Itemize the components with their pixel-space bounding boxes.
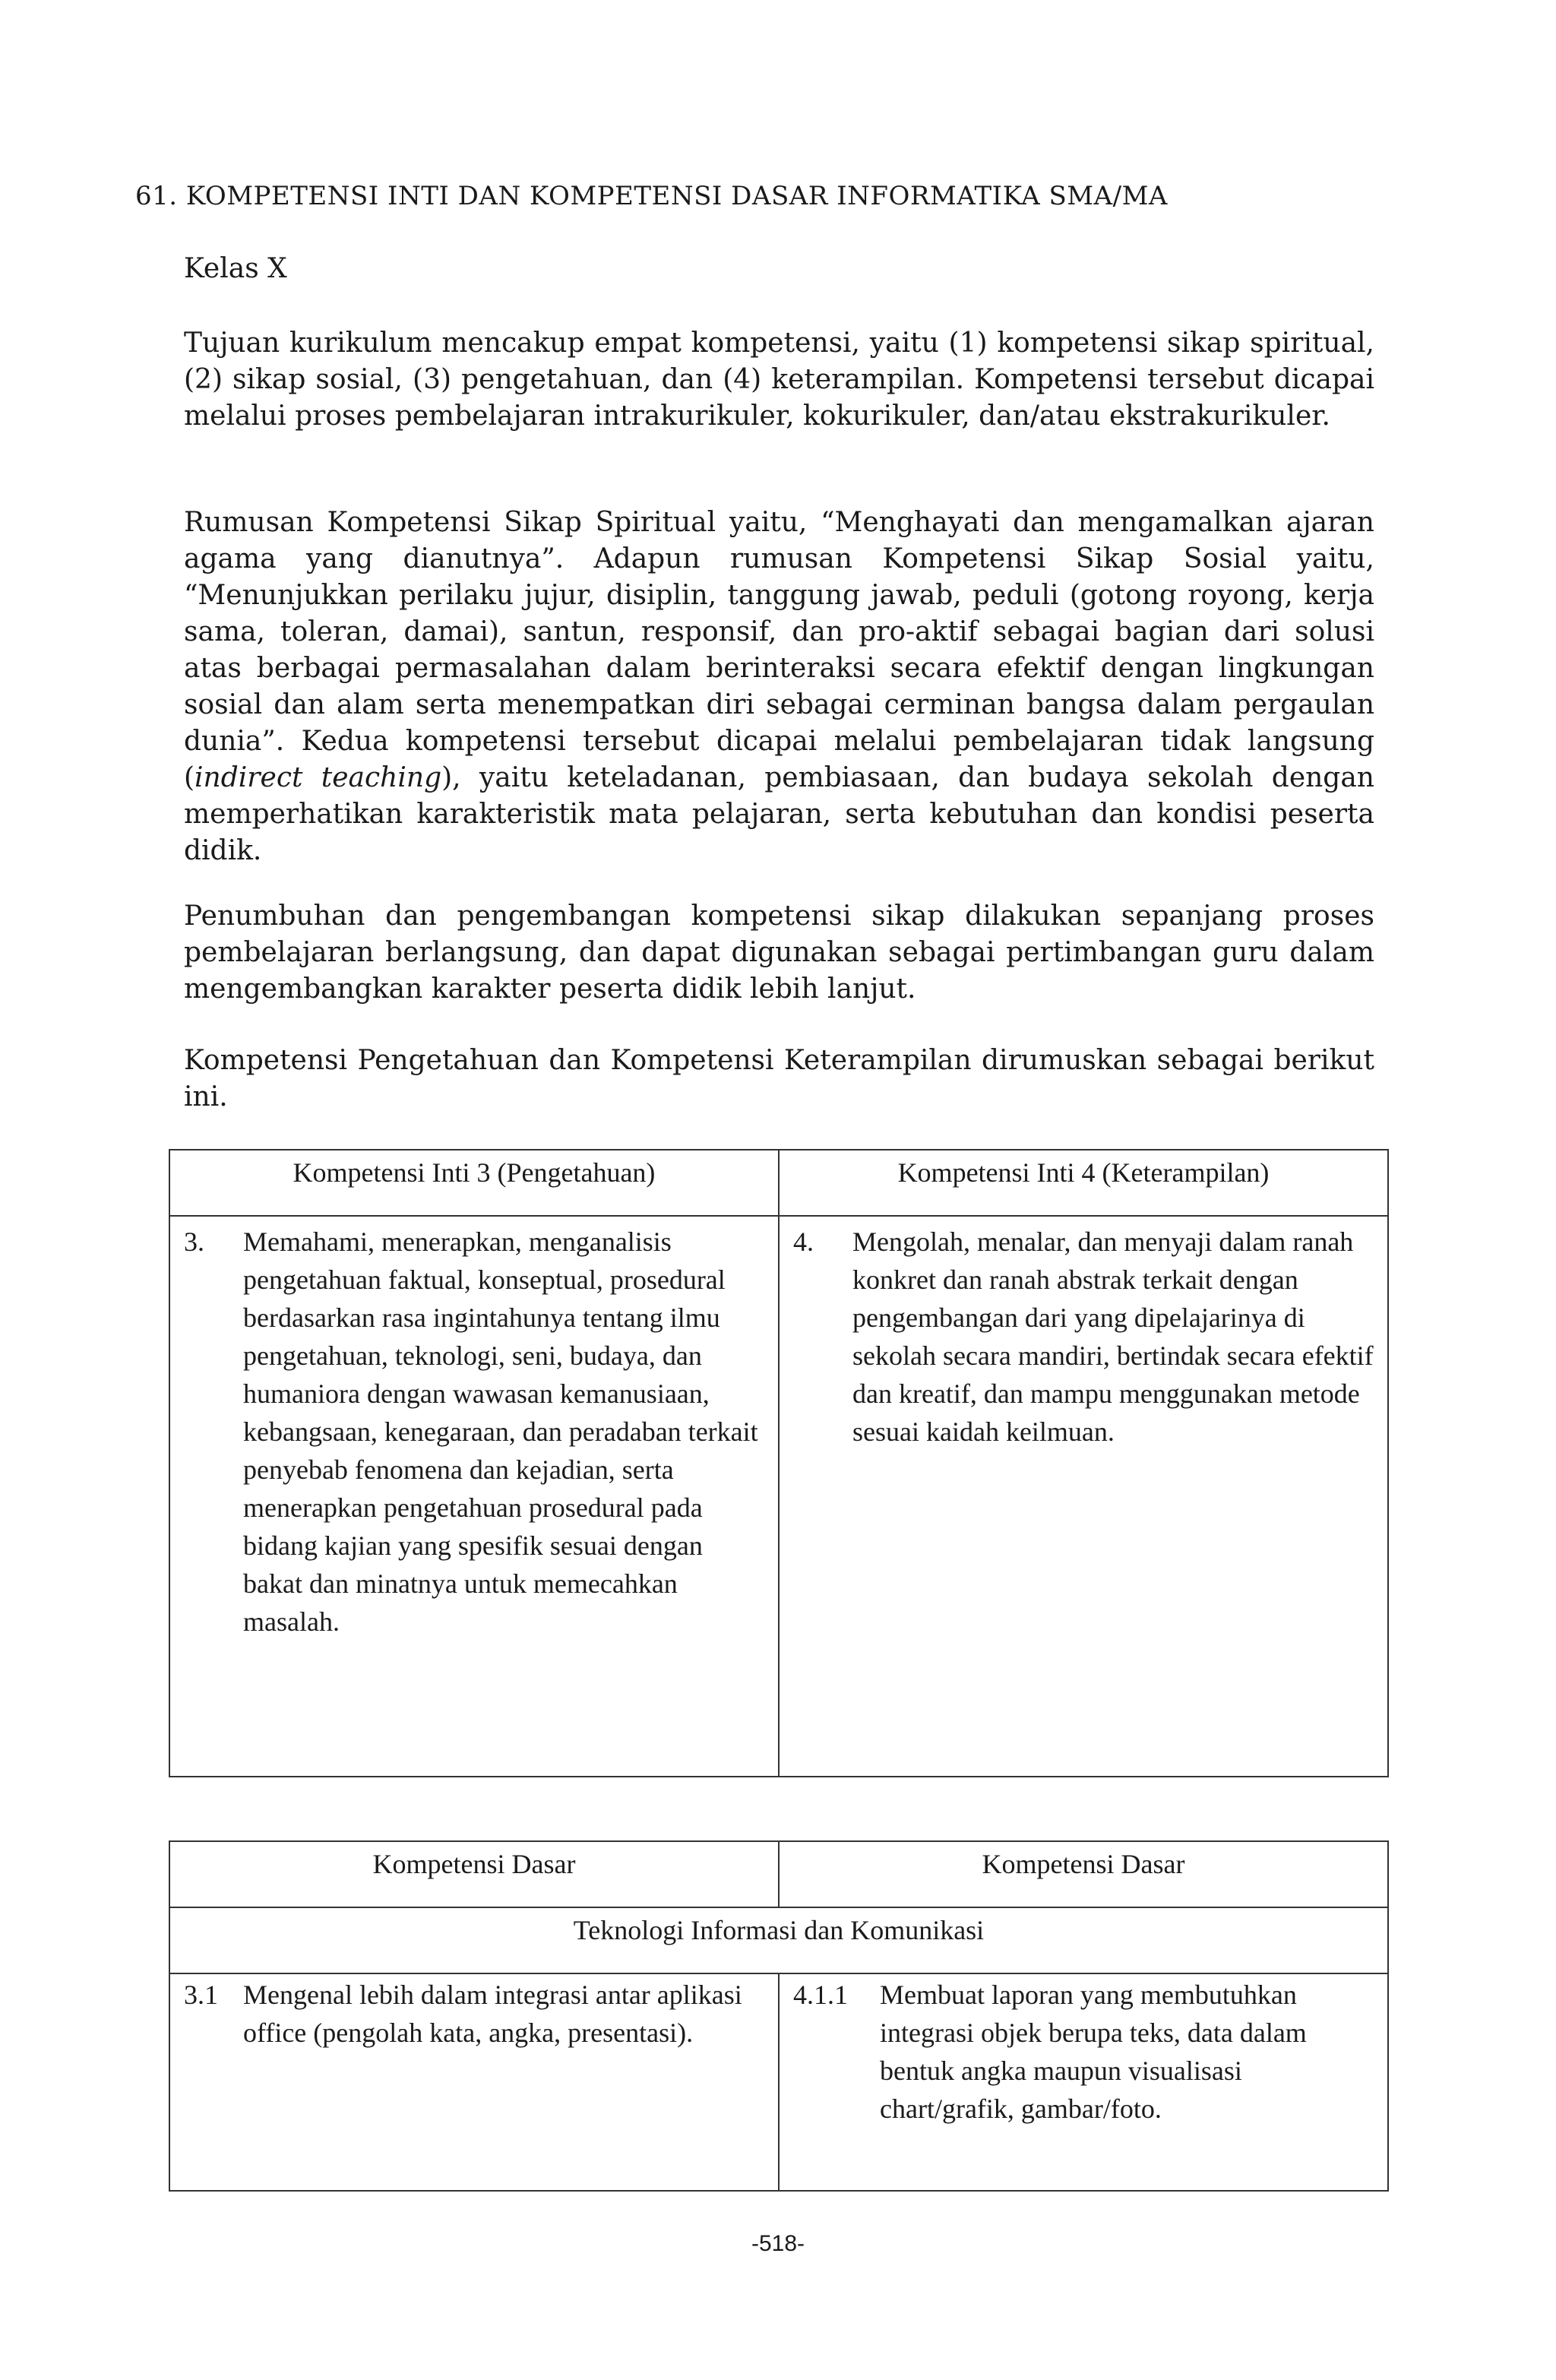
paragraph-sikap-text-a: Rumusan Kompetensi Sikap Spiritual yaitu, “Menghayati dan mengamalkan ajaran agama yang dianutnya”. Adapun rumusan Kompetensi Sikap Sosial yaitu, “Menunjukkan perilaku jujur, disiplin, tanggung jawab, peduli (gotong royong, kerja sama, toleran, damai), santun, responsif, dan pro-aktif sebagai bagian dari solusi atas berbagai permasalahan dalam berinteraksi secara efektif dengan lingkungan sosial dan alam serta menempatkan diri sebagai cerminan bangsa dalam pergaulan dunia”. Kedua kompetensi tersebut dicapai melalui pembelajaran tidak langsung (	[184, 507, 1374, 793]
paragraph-intro-table: Kompetensi Pengetahuan dan Kompetensi Keterampilan dirumuskan sebagai berikut ini.	[184, 1045, 1374, 1112]
kd-cell-keterampilan	[779, 1973, 1388, 2191]
kd-cell-pengetahuan	[169, 1973, 779, 2191]
paragraph-sikap-text-b: ), yaitu keteladanan, pembiasaan, dan budaya sekolah dengan memperhatikan karakteristik mata pelajaran, serta kebutuhan dan kondisi peserta didik.	[184, 762, 1374, 866]
paragraph-penumbuhan: Penumbuhan dan pengembangan kompetensi sikap dilakukan sepanjang proses pembelajaran berlangsung, dan dapat digunakan sebagai pertimbangan guru dalam mengembangkan karakter peserta didik lebih lanjut.	[184, 900, 1374, 1005]
ki-cell-keterampilan	[779, 1216, 1388, 1777]
kd-header-left: Kompetensi Dasar	[169, 1841, 779, 1907]
kd-section-heading: Teknologi Informasi dan Komunikasi	[169, 1907, 1388, 1973]
ki-header-keterampilan: Kompetensi Inti 4 (Keterampilan)	[779, 1150, 1388, 1216]
kd-header-right: Kompetensi Dasar	[779, 1841, 1388, 1907]
kd31-number: 3.1	[184, 1980, 218, 2010]
kd411-text: Membuat laporan yang membutuhkan integrasi objek berupa teks, data dalam bentuk angka maupun visualisasi chart/grafik, gambar/foto.	[880, 1980, 1307, 2124]
kd31-text: Mengenal lebih dalam integrasi antar aplikasi office (pengolah kata, angka, presentasi).	[243, 1980, 742, 2048]
paragraph-tujuan: Tujuan kurikulum mencakup empat kompetensi, yaitu (1) kompetensi sikap spiritual, (2) sikap sosial, (3) pengetahuan, dan (4) keterampilan. Kompetensi tersebut dicapai melalui proses pembelajaran intrakurikuler, kokurikuler, dan/atau ekstrakurikuler.	[184, 328, 1374, 432]
kompetensi-dasar-table	[169, 1840, 1389, 2192]
ki-header-pengetahuan: Kompetensi Inti 3 (Pengetahuan)	[169, 1150, 779, 1216]
ki3-text: Memahami, menerapkan, menganalisis pengetahuan faktual, konseptual, prosedural berdasarkan rasa ingintahunya tentang ilmu pengetahuan, teknologi, seni, budaya, dan humaniora dengan wawasan kemanusiaan, kebangsaan, kenegaraan, dan peradaban terkait penyebab fenomena dan kejadian, serta menerapkan pengetahuan prosedural pada bidang kajian yang spesifik sesuai dengan bakat dan minatnya untuk memecahkan masalah.	[243, 1226, 758, 1637]
page-title: 61. KOMPETENSI INTI DAN KOMPETENSI DASAR INFORMATIKA SMA/MA	[135, 181, 1168, 211]
ki4-number: 4.	[793, 1226, 814, 1257]
ki3-number: 3.	[184, 1226, 204, 1257]
paragraph-sikap	[184, 505, 1374, 869]
ki-cell-pengetahuan	[169, 1216, 779, 1777]
page-number: -518-	[751, 2231, 805, 2256]
class-label: Kelas X	[184, 253, 287, 284]
kompetensi-inti-table	[169, 1149, 1389, 1777]
paragraph-sikap-italic: indirect teaching	[194, 762, 442, 793]
ki4-text: Mengolah, menalar, dan menyaji dalam ranah konkret dan ranah abstrak terkait dengan pengembangan dari yang dipelajarinya di sekolah secara mandiri, bertindak secara efektif dan kreatif, dan mampu menggunakan metode sesuai kaidah keilmuan.	[852, 1226, 1374, 1447]
kd411-number: 4.1.1	[793, 1980, 848, 2010]
